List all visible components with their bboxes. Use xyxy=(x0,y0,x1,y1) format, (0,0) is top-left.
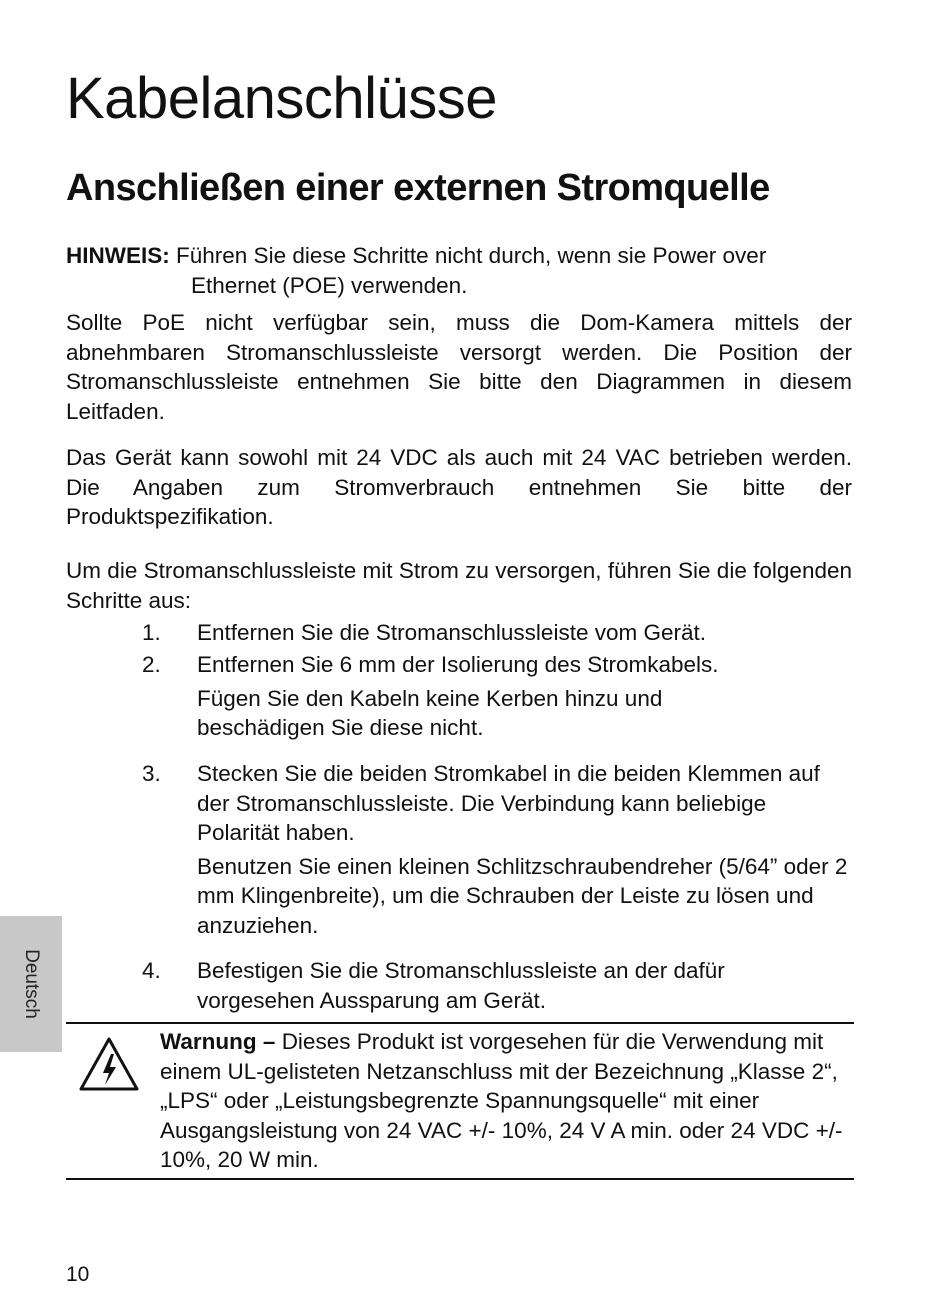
language-tab xyxy=(0,916,62,1052)
page-number: 10 xyxy=(66,1263,90,1286)
paragraph-poe: Sollte PoE nicht verfügbar sein, muss die Dom-Kamera mittels der abnehmbaren Stromanschlussleiste versorgt werden. Die Position der Stromanschlussleiste entnehmen Sie bitte den Diagrammen in diesem Leitfaden. xyxy=(66,310,852,424)
paragraph-power: Das Gerät kann sowohl mit 24 VDC als auch mit 24 VAC betrieben werden. Die Angaben zum Stromverbrauch entnehmen Sie bitte der Produktspezifikation. xyxy=(66,445,852,529)
warning-top-rule xyxy=(66,1022,854,1024)
electrical-hazard-icon xyxy=(78,1036,140,1092)
step-number: 1. xyxy=(142,620,161,645)
step-item xyxy=(142,759,854,940)
note-label: HINWEIS: xyxy=(66,243,170,268)
step-item xyxy=(142,956,854,1015)
warning-bottom-rule xyxy=(66,1178,854,1180)
warning-body: Dieses Produkt ist vorgesehen für die Verwendung mit einem UL-gelisteten Netzanschluss mit der Bezeichnung „Klasse 2“, „LPS“ oder „Leistungsbegrenzte Spannungsquelle“ mit einer Ausgangsleistung von 24 VAC +/- 10%, 24 V A min. oder 24 VDC +/- 10%, 20 W min. xyxy=(160,1029,843,1172)
language-tab-label: Deutsch xyxy=(21,949,42,1019)
page-title: Kabelanschlüsse xyxy=(66,66,498,131)
note-text-line1: Führen Sie diese Schritte nicht durch, wenn sie Power over xyxy=(176,243,767,268)
note-text-line2: Ethernet (POE) verwenden. xyxy=(191,272,468,298)
warning-text xyxy=(160,1027,854,1175)
step-item xyxy=(142,650,854,743)
step-text: Entfernen Sie die Stromanschlussleiste vom Gerät. xyxy=(197,620,706,645)
step-text: Befestigen Sie die Stromanschlussleiste an der dafür vorgesehen Aussparung am Gerät. xyxy=(197,958,725,1013)
step-text: Stecken Sie die beiden Stromkabel in die beiden Klemmen auf der Stromanschlussleiste. Die Verbindung kann beliebige Polarität haben. xyxy=(197,761,820,845)
paragraph-steps-intro: Um die Stromanschlussleiste mit Strom zu versorgen, führen Sie die folgenden Schritte aus: xyxy=(66,558,852,613)
note-block xyxy=(66,241,856,300)
warning-label: Warnung – xyxy=(160,1029,276,1054)
step-subtext: Benutzen Sie einen kleinen Schlitzschraubendreher (5/64” oder 2 mm Klingenbreite), um die Schrauben der Leiste zu lösen und anzuziehen. xyxy=(197,853,848,938)
step-number: 2. xyxy=(142,652,161,677)
section-title: Anschließen einer externen Stromquelle xyxy=(66,167,770,209)
step-item xyxy=(142,618,854,648)
step-number: 3. xyxy=(142,761,161,786)
step-subtext: Fügen Sie den Kabeln keine Kerben hinzu und beschädigen Sie diese nicht. xyxy=(197,685,663,740)
step-number: 4. xyxy=(142,958,161,983)
step-text: Entfernen Sie 6 mm der Isolierung des Stromkabels. xyxy=(197,652,719,677)
